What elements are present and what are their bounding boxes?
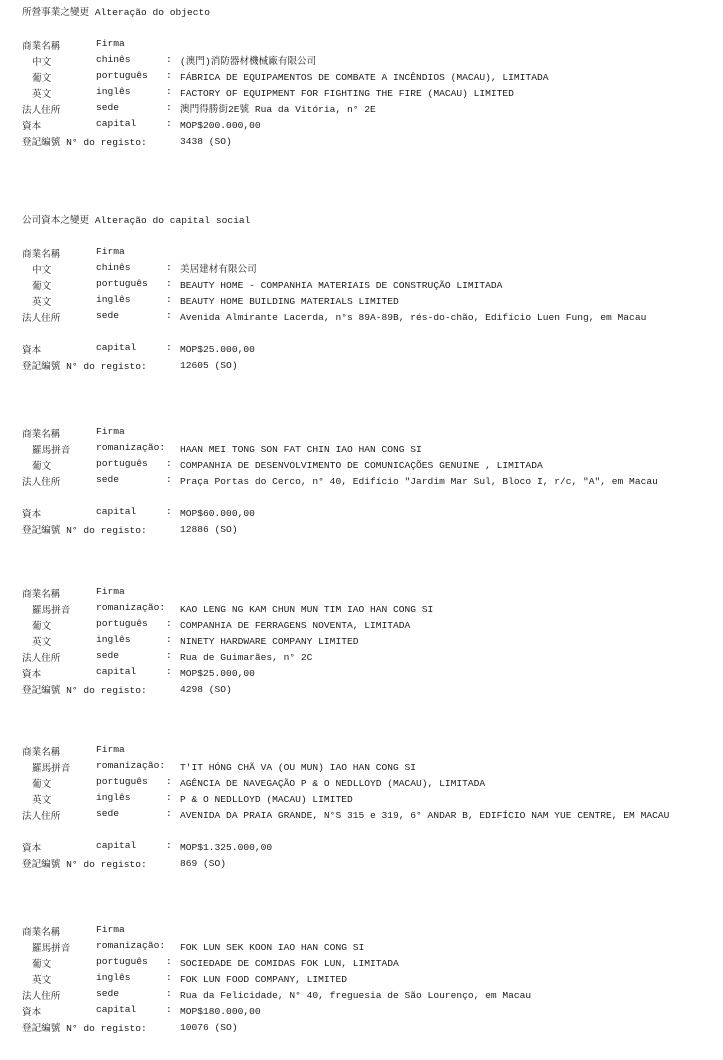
sede-label-pt: sede <box>96 808 120 819</box>
ingles-value: FACTORY OF EQUIPMENT FOR FIGHTING THE FIRE (MACAU) LIMITED <box>180 88 514 99</box>
ingles-label-pt: inglês <box>96 972 131 983</box>
firma-label-cn: 商業名稱 <box>22 927 61 938</box>
colon: : <box>166 618 172 629</box>
colon: : <box>166 988 172 999</box>
ingles-label-pt: inglês <box>96 634 131 645</box>
colon: : <box>166 506 172 517</box>
capital-value: MOP$1.325.000,00 <box>180 842 273 853</box>
romanizacao-label-pt: romanização: <box>96 760 166 771</box>
colon: : <box>166 458 172 469</box>
capital-label-cn: 資本 <box>22 669 42 680</box>
romanizacao-label-pt: romanização: <box>96 940 166 951</box>
firma-label-cn: 商業名稱 <box>22 747 61 758</box>
ingles-value: P & O NEDLLOYD (MACAU) LIMITED <box>180 794 353 805</box>
registo-value: 4298 (SO) <box>180 684 232 695</box>
firma-label-pt: Firma <box>96 744 125 755</box>
chines-label-cn: 中文 <box>32 57 52 68</box>
capital-value: MOP$60.000,00 <box>180 508 255 519</box>
chines-value: (澳門)消防器材機械廠有限公司 <box>180 56 317 67</box>
registo-label: 登記編號 N° do registo: <box>22 361 147 372</box>
chines-label-pt: chinês <box>96 54 131 65</box>
colon: : <box>166 808 172 819</box>
sede-label-cn: 法人住所 <box>22 653 61 664</box>
portugues-label-pt: português <box>96 458 148 469</box>
portugues-label-pt: português <box>96 278 148 289</box>
registo-label: 登記編號 N° do registo: <box>22 1023 147 1034</box>
ingles-label-cn: 英文 <box>32 975 52 986</box>
capital-label-cn: 資本 <box>22 345 42 356</box>
section-heading-objecto: 所營事業之變更 Alteração do objecto <box>22 7 211 18</box>
colon: : <box>166 840 172 851</box>
capital-label-pt: capital <box>96 118 137 129</box>
ingles-label-pt: inglês <box>96 294 131 305</box>
sede-value: Rua da Felicidade, N° 40, freguesia de São Lourenço, em Macau <box>180 990 532 1001</box>
romanizacao-label-pt: romanização: <box>96 602 166 613</box>
ingles-label-cn: 英文 <box>32 297 52 308</box>
portugues-label-pt: português <box>96 70 148 81</box>
colon: : <box>166 278 172 289</box>
firma-label-cn: 商業名稱 <box>22 249 61 260</box>
firma-label-cn: 商業名稱 <box>22 429 61 440</box>
portugues-value: FÁBRICA DE EQUIPAMENTOS DE COMBATE A INCÊNDIOS (MACAU), LIMITADA <box>180 72 549 83</box>
portugues-value: BEAUTY HOME - COMPANHIA MATERIAIS DE CONSTRUÇÃO LIMITADA <box>180 280 503 291</box>
romanizacao-value: FOK LUN SEK KOON IAO HAN CONG SI <box>180 942 365 953</box>
ingles-label-pt: inglês <box>96 792 131 803</box>
chines-label-pt: chinês <box>96 262 131 273</box>
colon: : <box>166 54 172 65</box>
registo-value: 3438 (SO) <box>180 136 232 147</box>
capital-label-pt: capital <box>96 666 137 677</box>
company-entry <box>22 426 722 538</box>
colon: : <box>166 294 172 305</box>
portugues-label-pt: português <box>96 776 148 787</box>
colon: : <box>166 972 172 983</box>
registo-value: 12605 (SO) <box>180 360 238 371</box>
registo-value: 12886 (SO) <box>180 524 238 535</box>
sede-label-pt: sede <box>96 102 120 113</box>
capital-label-cn: 資本 <box>22 121 42 132</box>
capital-label-cn: 資本 <box>22 1007 42 1018</box>
firma-label-pt: Firma <box>96 426 125 437</box>
capital-label-pt: capital <box>96 840 137 851</box>
company-entry <box>22 38 722 150</box>
colon: : <box>166 262 172 273</box>
registo-label: 登記編號 N° do registo: <box>22 525 147 536</box>
sede-label-cn: 法人住所 <box>22 477 61 488</box>
capital-label-pt: capital <box>96 342 137 353</box>
sede-value: AVENIDA DA PRAIA GRANDE, N°S 315 e 319, 6° ANDAR B, EDIFÍCIO NAM YUE CENTRE, EM MACAU <box>180 810 670 821</box>
firma-label-pt: Firma <box>96 246 125 257</box>
colon: : <box>166 956 172 967</box>
sede-label-pt: sede <box>96 650 120 661</box>
registo-value: 10076 (SO) <box>180 1022 238 1033</box>
portugues-label-cn: 葡文 <box>32 621 52 632</box>
firma-label-pt: Firma <box>96 924 125 935</box>
portugues-label-cn: 葡文 <box>32 281 52 292</box>
capital-label-pt: capital <box>96 506 137 517</box>
colon: : <box>166 474 172 485</box>
portugues-label-pt: português <box>96 618 148 629</box>
colon: : <box>166 776 172 787</box>
capital-value: MOP$180.000,00 <box>180 1006 261 1017</box>
sede-value: Rua de Guimarães, n° 2C <box>180 652 313 663</box>
colon: : <box>166 650 172 661</box>
capital-label-cn: 資本 <box>22 843 42 854</box>
romanizacao-value: T'IT HÓNG CHÃ VA (OU MUN) IAO HAN CONG SI <box>180 762 417 773</box>
colon: : <box>166 1004 172 1015</box>
capital-label-pt: capital <box>96 1004 137 1015</box>
colon: : <box>166 102 172 113</box>
ingles-label-cn: 英文 <box>32 795 52 806</box>
sede-label-pt: sede <box>96 474 120 485</box>
colon: : <box>166 792 172 803</box>
colon: : <box>166 86 172 97</box>
portugues-value: COMPANHIA DE FERRAGENS NOVENTA, LIMITADA <box>180 620 411 631</box>
sede-label-cn: 法人住所 <box>22 811 61 822</box>
ingles-label-cn: 英文 <box>32 89 52 100</box>
ingles-label-cn: 英文 <box>32 637 52 648</box>
ingles-value: FOK LUN FOOD COMPANY, LIMITED <box>180 974 347 985</box>
portugues-label-pt: português <box>96 956 148 967</box>
sede-label-pt: sede <box>96 310 120 321</box>
firma-label-cn: 商業名稱 <box>22 589 61 600</box>
romanizacao-value: HAAN MEI TONG SON FAT CHIN IAO HAN CONG SI <box>180 444 422 455</box>
romanizacao-label-pt: romanização: <box>96 442 166 453</box>
ingles-value: BEAUTY HOME BUILDING MATERIALS LIMITED <box>180 296 399 307</box>
colon: : <box>166 310 172 321</box>
sede-label-pt: sede <box>96 988 120 999</box>
portugues-value: SOCIEDADE DE COMIDAS FOK LUN, LIMITADA <box>180 958 399 969</box>
chines-label-cn: 中文 <box>32 265 52 276</box>
colon: : <box>166 342 172 353</box>
company-entry <box>22 586 722 698</box>
capital-label-cn: 資本 <box>22 509 42 520</box>
firma-label-pt: Firma <box>96 38 125 49</box>
firma-label-cn: 商業名稱 <box>22 41 61 52</box>
colon: : <box>166 70 172 81</box>
company-entry <box>22 246 722 374</box>
colon: : <box>166 666 172 677</box>
portugues-label-cn: 葡文 <box>32 959 52 970</box>
portugues-value: COMPANHIA DE DESENVOLVIMENTO DE COMUNICAÇÕES GENUINE , LIMITADA <box>180 460 543 471</box>
sede-label-cn: 法人住所 <box>22 105 61 116</box>
sede-value: 澳門得勝街2E號 Rua da Vitória, n° 2E <box>180 104 376 115</box>
registo-label: 登記編號 N° do registo: <box>22 137 147 148</box>
colon: : <box>166 634 172 645</box>
registo-label: 登記編號 N° do registo: <box>22 685 147 696</box>
registo-label: 登記編號 N° do registo: <box>22 859 147 870</box>
portugues-label-cn: 葡文 <box>32 73 52 84</box>
sede-label-cn: 法人住所 <box>22 991 61 1002</box>
portugues-label-cn: 葡文 <box>32 779 52 790</box>
sede-value: Praça Portas do Cerco, n° 40, Edifício "Jardim Mar Sul, Bloco I, r/c, "A", em Macau <box>180 476 658 487</box>
company-entry <box>22 924 722 1036</box>
portugues-label-cn: 葡文 <box>32 461 52 472</box>
firma-label-pt: Firma <box>96 586 125 597</box>
ingles-value: NINETY HARDWARE COMPANY LIMITED <box>180 636 359 647</box>
romanizacao-label-cn: 羅馬拼音 <box>32 943 71 954</box>
romanizacao-label-cn: 羅馬拼音 <box>32 763 71 774</box>
romanizacao-label-cn: 羅馬拼音 <box>32 445 71 456</box>
registo-value: 869 (SO) <box>180 858 227 869</box>
capital-value: MOP$200.000,00 <box>180 120 261 131</box>
chines-value: 美居建材有限公司 <box>180 264 257 275</box>
portugues-value: AGÊNCIA DE NAVEGAÇÃO P & O NEDLLOYD (MACAU), LIMITADA <box>180 778 486 789</box>
capital-value: MOP$25.000,00 <box>180 344 255 355</box>
sede-value: Avenida Almirante Lacerda, n°s 89A-89B, rés-do-chão, Edifício Luen Fung, em Macau <box>180 312 647 323</box>
ingles-label-pt: inglês <box>96 86 131 97</box>
capital-value: MOP$25.000,00 <box>180 668 255 679</box>
colon: : <box>166 118 172 129</box>
romanizacao-label-cn: 羅馬拼音 <box>32 605 71 616</box>
sede-label-cn: 法人住所 <box>22 313 61 324</box>
company-entry <box>22 744 722 872</box>
romanizacao-value: KAO LENG NG KAM CHUN MUN TIM IAO HAN CONG SI <box>180 604 434 615</box>
section-heading-capital: 公司資本之變更 Alteração do capital social <box>22 215 251 226</box>
